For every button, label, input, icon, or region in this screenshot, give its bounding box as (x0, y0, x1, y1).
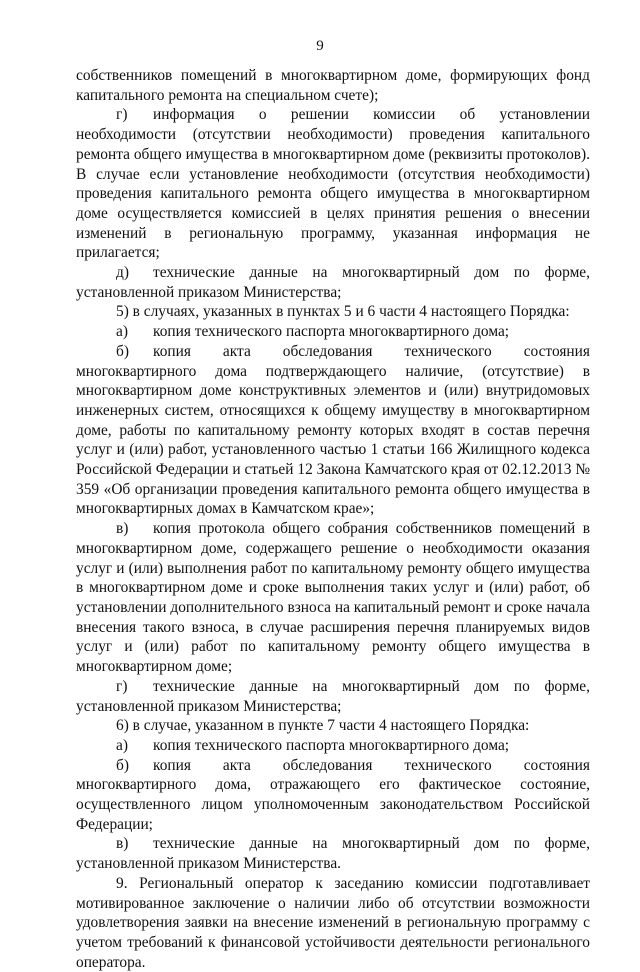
list-item (76, 263, 590, 302)
paragraph (76, 302, 590, 322)
list-marker: б) (116, 342, 129, 360)
list-marker: в) (116, 835, 129, 853)
list-item (76, 105, 590, 263)
list-item (76, 736, 590, 756)
paragraph-text: информация о решении комиссии об установлении необходимости (отсутствии необходимости) проведения капитального ремонта общего имущества в многоквартирном доме (реквизиты протоколов). В случае если установление необходимости (отсутствия необходимости) проведения капитального ремонта общего имущества в многоквартирном доме осуществляется комиссией в целях принятия решения о внесении изменений в региональную программу, указанная информация не прилагается; (76, 106, 590, 262)
paragraph-text: технические данные на многоквартирный дом по форме, установленной приказом Министерства. (76, 835, 590, 873)
paragraph-text: 5) в случаях, указанных в пунктах 5 и 6 части 4 настоящего Порядка: (116, 303, 570, 321)
list-marker: г) (116, 677, 128, 695)
list-marker: в) (116, 520, 129, 538)
list-item (76, 756, 590, 835)
list-item (76, 519, 590, 677)
paragraph (76, 716, 590, 736)
list-marker: а) (116, 736, 128, 754)
paragraph-text: 6) в случае, указанном в пункте 7 части 4 настоящего Порядка: (116, 717, 530, 735)
list-item (76, 322, 590, 342)
list-marker: г) (116, 106, 128, 124)
list-item (76, 834, 590, 873)
list-item (76, 342, 590, 519)
list-marker: б) (116, 756, 129, 774)
paragraph-continuation (76, 66, 590, 105)
paragraph-text: копия технического паспорта многоквартирного дома; (153, 736, 510, 754)
paragraph-text: 9. Региональный оператор к заседанию комиссии подготавливает мотивированное заключение о наличии либо об отсутствии возможности удовлетворения заявки на внесение изменений в региональную программу с учетом требований к финансовой устойчивости деятельности регионального оператора. (76, 874, 590, 971)
page-number: 9 (316, 38, 324, 54)
document-body (76, 66, 590, 972)
paragraph-text: копия протокола общего собрания собственников помещений в многоквартирном доме, содержащего решение о необходимости оказания услуг и (или) выполнения работ по капитальному ремонту общего имущества в многоквартирном доме и сроке выполнения таких услуг и (или) работ, об установлении дополнительного взноса на капитальный ремонт и сроке начала внесения такого взноса, в случае расширения перечня планируемых видов услуг и (или) работ по капитальному ремонту общего имущества в многоквартирном доме; (76, 520, 590, 676)
list-item (76, 677, 590, 716)
paragraph-text: копия акта обследования технического состояния многоквартирного дома подтверждающего наличие, (отсутствие) в многоквартирном доме конструктивных элементов и (или) внутридомовых инженерных систем, относящихся к общему имуществу в многоквартирном доме, работы по капитальному ремонту которых входят в состав перечня услуг и (или) работ, установленного частью 1 статьи 166 Жилищного кодекса Российской Федерации и статьей 12 Закона Камчатского края от 02.12.2013 № 359 «Об организации проведения капитального ремонта общего имущества в многоквартирных домах в Камчатском крае»; (76, 342, 590, 518)
list-marker: а) (116, 323, 128, 341)
paragraph-text: копия акта обследования технического состояния многоквартирного дома, отражающего его фактическое состояние, осуществленного лицом уполномоченным законодательством Российской Федерации; (76, 756, 590, 833)
paragraph (76, 874, 590, 972)
paragraph-text: собственников помещений в многоквартирном доме, формирующих фонд капитального ремонта на специальном счете); (76, 67, 590, 104)
list-marker: д) (116, 264, 129, 282)
paragraph-text: копия технического паспорта многоквартирного дома; (153, 323, 510, 341)
paragraph-text: технические данные на многоквартирный дом по форме, установленной приказом Министерства; (76, 264, 590, 301)
paragraph-text: технические данные на многоквартирный дом по форме, установленной приказом Министерства; (76, 677, 590, 715)
